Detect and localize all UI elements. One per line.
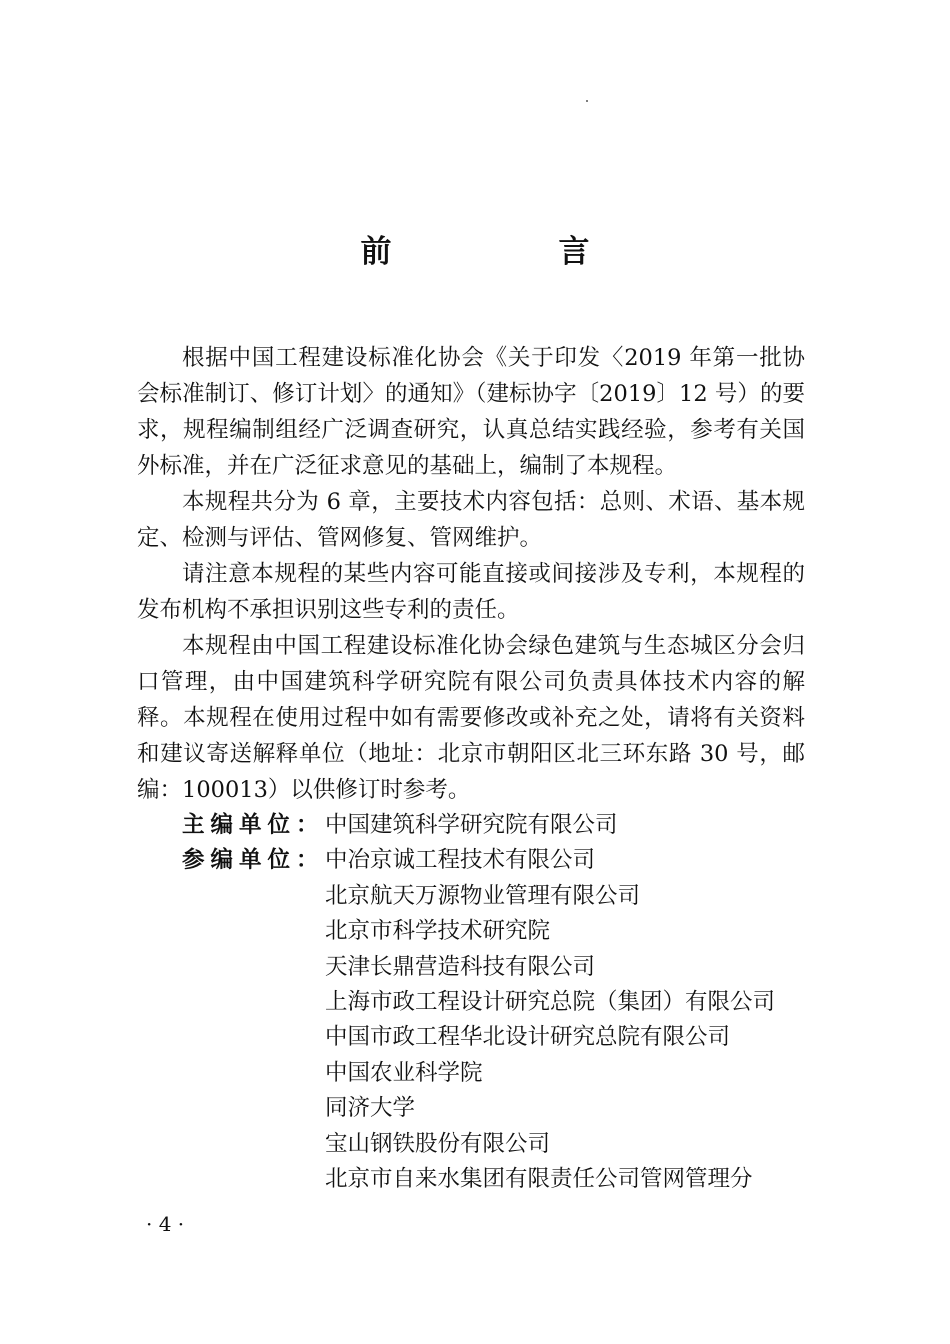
participant-item: 中冶京诚工程技术有限公司 [325, 847, 596, 874]
page-number: · 4 · [146, 1212, 185, 1236]
participant-item: 同济大学 [325, 1095, 416, 1122]
paragraph-3: 请注意本规程的某些内容可能直接或间接涉及专利，本规程的发布机构不承担识别这些专利的责任。 [137, 561, 805, 623]
participants-label: 参编单位： [182, 847, 325, 874]
participants-list [325, 843, 817, 1197]
participant-item: 中国农业科学院 [325, 1059, 483, 1086]
chief-editor-value: 中国建筑科学研究院有限公司 [325, 812, 618, 838]
page-title: 前 言 [360, 234, 658, 270]
credits-section [137, 808, 817, 1197]
paragraph-1: 根据中国工程建设标准化协会《关于印发〈2019 年第一批协会标准制订、修订计划〉的通知》（建标协字〔2019〕12 号）的要求，规程编制组经广泛调查研究，认真总结实践经验，参考有关国外标准，并在广泛征求意见的基础上，编制了本规程。 [137, 345, 805, 479]
participant-item: 北京市科学技术研究院 [325, 918, 551, 945]
participants-row [137, 843, 817, 1197]
scan-speck [586, 100, 588, 102]
participant-item: 北京航天万源物业管理有限公司 [325, 882, 641, 909]
paragraph-2: 本规程共分为 6 章，主要技术内容包括：总则、术语、基本规定、检测与评估、管网修复、管网维护。 [137, 489, 805, 551]
preface-body [137, 340, 805, 808]
participant-item: 天津长鼎营造科技有限公司 [325, 953, 596, 980]
chief-editor-row [137, 808, 817, 843]
participant-item: 宝山钢铁股份有限公司 [325, 1130, 551, 1157]
participant-item: 中国市政工程华北设计研究总院有限公司 [325, 1024, 731, 1051]
paragraph-4: 本规程由中国工程建设标准化协会绿色建筑与生态城区分会归口管理，由中国建筑科学研究院有限公司负责具体技术内容的解释。本规程在使用过程中如有需要修改或补充之处，请将有关资料和建议寄送解释单位（地址：北京市朝阳区北三环东路 30 号，邮编：100013）以供修订时参考。 [137, 633, 805, 803]
chief-editor-label: 主编单位： [182, 812, 325, 838]
participant-item: 上海市政工程设计研究总院（集团）有限公司 [325, 989, 776, 1016]
participant-item: 北京市自来水集团有限责任公司管网管理分 [325, 1166, 753, 1193]
